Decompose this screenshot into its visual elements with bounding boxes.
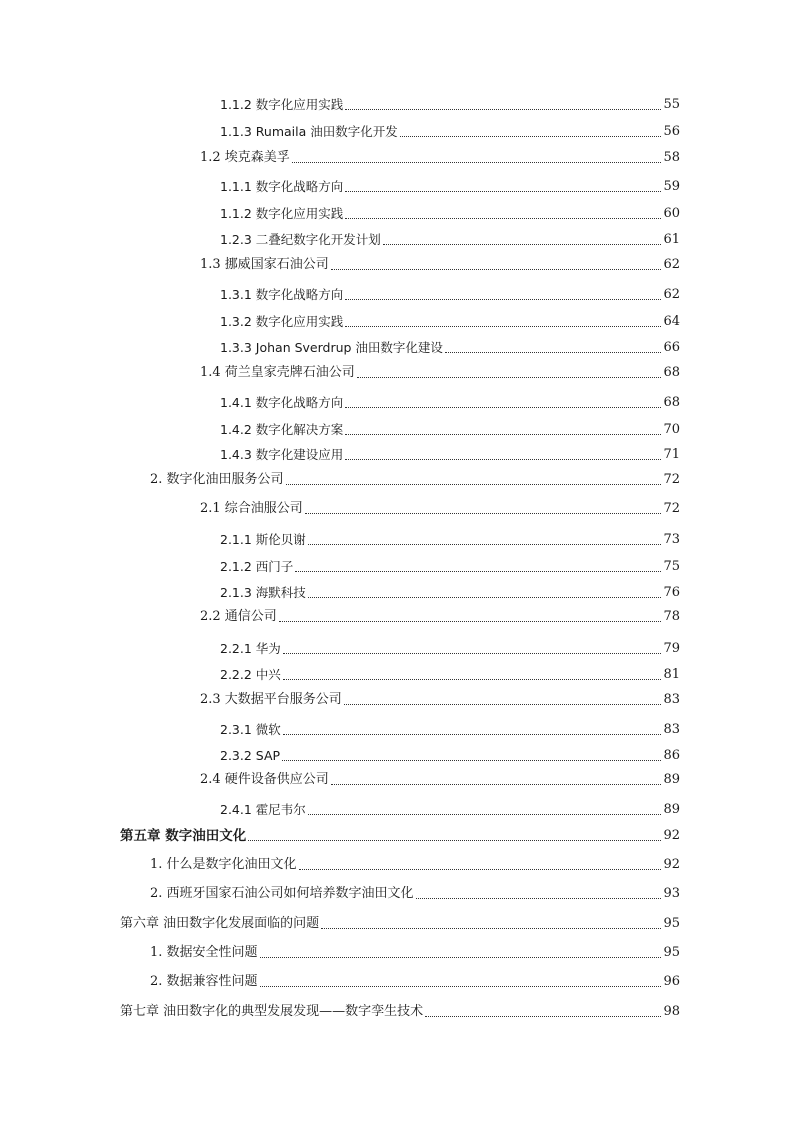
dot-leader (305, 503, 662, 514)
toc-entry (150, 853, 680, 873)
toc-entry-title: 1.3.1 数字化战略方向 (220, 287, 344, 302)
toc-entry-title: 1.2 埃克森美孚 (200, 150, 290, 165)
toc-entry (200, 768, 680, 788)
toc-entry-page-number: 95 (663, 945, 680, 960)
toc-entry (200, 253, 680, 273)
toc-entry-title: 2.3 大数据平台服务公司 (200, 692, 342, 707)
dot-leader (321, 918, 661, 929)
toc-entry (120, 1000, 680, 1020)
toc-entry-title: 2.4.1 霍尼韦尔 (220, 802, 306, 817)
dot-leader (357, 367, 662, 378)
dot-leader (283, 724, 662, 735)
toc-entry-page-number: 79 (663, 641, 680, 656)
dot-leader (400, 126, 662, 137)
dot-leader (345, 208, 661, 219)
toc-entry (150, 970, 680, 990)
dot-leader (331, 774, 662, 785)
toc-entry (220, 663, 680, 683)
toc-entry (200, 361, 680, 381)
toc-entry-page-number: 68 (663, 395, 680, 410)
dot-leader (260, 976, 662, 987)
toc-entry-page-number: 72 (663, 501, 680, 516)
toc-entry-title: 2. 数据兼容性问题 (150, 974, 258, 989)
toc-entry-title: 1.4.1 数字化战略方向 (220, 395, 344, 410)
toc-entry (220, 718, 680, 738)
toc-entry (220, 283, 680, 303)
toc-entry-page-number: 76 (663, 585, 680, 600)
toc-entry-page-number: 89 (663, 802, 680, 817)
toc-entry (220, 528, 680, 548)
toc-entry-title: 1.2.3 二叠纪数字化开发计划 (220, 232, 381, 247)
toc-entry-title: 2.1.1 斯伦贝谢 (220, 532, 306, 547)
toc-entry (220, 581, 680, 601)
toc-entry-page-number: 64 (663, 314, 680, 329)
toc-entry-title: 第七章 油田数字化的典型发展发现——数字孪生技术 (120, 1004, 424, 1019)
dot-leader (331, 259, 662, 270)
toc-entry-title: 2.1.2 西门子 (220, 559, 294, 574)
toc-entry-page-number: 71 (663, 447, 680, 462)
toc-entry (220, 744, 680, 764)
toc-entry (220, 120, 680, 140)
toc-entry (120, 912, 680, 932)
dot-leader (383, 234, 662, 245)
toc-entry-title: 1.1.3 Rumaila 油田数字化开发 (220, 124, 398, 139)
toc-entry-page-number: 72 (663, 472, 680, 487)
toc-entry-title: 第六章 油田数字化发展面临的问题 (120, 916, 320, 931)
dot-leader (282, 750, 661, 761)
toc-entry-title: 1.4.3 数字化建设应用 (220, 447, 344, 462)
toc-entry-title: 1.4.2 数字化解决方案 (220, 422, 344, 437)
dot-leader (345, 99, 661, 110)
dot-leader (345, 397, 661, 408)
toc-entry (150, 882, 680, 902)
toc-entry-page-number: 66 (663, 340, 680, 355)
dot-leader (345, 316, 661, 327)
toc-entry (220, 555, 680, 575)
dot-leader (286, 474, 662, 485)
toc-entry-page-number: 70 (663, 422, 680, 437)
toc-entry-title: 2.1 综合油服公司 (200, 501, 303, 516)
toc-entry-title: 2.2.2 中兴 (220, 667, 281, 682)
toc-entry-page-number: 86 (663, 748, 680, 763)
toc-entry-title: 2.2 通信公司 (200, 609, 277, 624)
dot-leader (425, 1006, 661, 1017)
toc-entry (220, 637, 680, 657)
toc-entry-page-number: 61 (663, 232, 680, 247)
toc-entry-page-number: 92 (663, 857, 680, 872)
toc-entry-title: 1.4 荷兰皇家壳牌石油公司 (200, 365, 355, 380)
toc-entry-title: 2. 数字化油田服务公司 (150, 472, 284, 487)
toc-entry-title: 1.3.2 数字化应用实践 (220, 314, 344, 329)
toc-entry (220, 93, 680, 113)
toc-entry-page-number: 73 (663, 532, 680, 547)
dot-leader (416, 888, 662, 899)
toc-entry-page-number: 55 (663, 97, 680, 112)
toc-entry-title: 1.1.2 数字化应用实践 (220, 206, 344, 221)
dot-leader (283, 643, 662, 654)
toc-entry-title: 2. 西班牙国家石油公司如何培养数字油田文化 (150, 886, 414, 901)
toc-entry-page-number: 68 (663, 365, 680, 380)
toc-entry-page-number: 62 (663, 257, 680, 272)
toc-entry (120, 824, 680, 844)
toc-entry-page-number: 59 (663, 179, 680, 194)
toc-entry-title: 2.3.1 微软 (220, 722, 281, 737)
toc-entry-page-number: 62 (663, 287, 680, 302)
toc-entry-page-number: 58 (663, 150, 680, 165)
toc-entry (220, 175, 680, 195)
toc-entry (220, 310, 680, 330)
toc-entry-title: 2.2.1 华为 (220, 641, 281, 656)
toc-entry (220, 798, 680, 818)
toc-entry-title: 1.3.3 Johan Sverdrup 油田数字化建设 (220, 340, 443, 355)
toc-entry (200, 497, 680, 517)
toc-entry-title: 1.3 挪威国家石油公司 (200, 257, 329, 272)
toc-entry-title: 1.1.2 数字化应用实践 (220, 97, 344, 112)
toc-entry-page-number: 60 (663, 206, 680, 221)
toc-entry-title: 2.3.2 SAP (220, 748, 281, 763)
toc-entry-title: 2.1.3 海默科技 (220, 585, 306, 600)
dot-leader (295, 561, 661, 572)
toc-entry-title: 1.1.1 数字化战略方向 (220, 179, 344, 194)
toc-entry-page-number: 95 (663, 916, 680, 931)
toc-entry-title: 2.4 硬件设备供应公司 (200, 772, 329, 787)
dot-leader (345, 424, 661, 435)
toc-entry (220, 418, 680, 438)
toc-entry (200, 605, 680, 625)
dot-leader (260, 947, 662, 958)
dot-leader (248, 830, 661, 841)
dot-leader (345, 181, 661, 192)
toc-entry-page-number: 75 (663, 559, 680, 574)
toc-entry-page-number: 78 (663, 609, 680, 624)
dot-leader (308, 534, 662, 545)
toc-entry (220, 228, 680, 248)
toc-entry (150, 468, 680, 488)
dot-leader (279, 611, 662, 622)
toc-entry-page-number: 83 (663, 692, 680, 707)
toc-entry-page-number: 81 (663, 667, 680, 682)
toc-entry (220, 443, 680, 463)
toc-entry-page-number: 89 (663, 772, 680, 787)
toc-entry-title: 1. 数据安全性问题 (150, 945, 258, 960)
dot-leader (283, 669, 662, 680)
toc-entry-title: 1. 什么是数字化油田文化 (150, 857, 297, 872)
toc-entry (200, 688, 680, 708)
dot-leader (308, 587, 662, 598)
toc-entry-page-number: 56 (663, 124, 680, 139)
dot-leader (299, 859, 662, 870)
toc-entry-page-number: 92 (663, 828, 680, 843)
toc-entry (220, 202, 680, 222)
dot-leader (308, 804, 662, 815)
toc-entry (200, 146, 680, 166)
dot-leader (345, 289, 661, 300)
dot-leader (344, 694, 662, 705)
toc-entry (220, 391, 680, 411)
dot-leader (292, 152, 662, 163)
toc-entry-title: 第五章 数字油田文化 (120, 828, 247, 844)
dot-leader (345, 449, 661, 460)
toc-entry-page-number: 83 (663, 722, 680, 737)
toc-entry-page-number: 93 (663, 886, 680, 901)
toc-entry-page-number: 96 (663, 974, 680, 989)
toc-entry (220, 336, 680, 356)
dot-leader (445, 342, 662, 353)
toc-entry-page-number: 98 (663, 1004, 680, 1019)
toc-entry (150, 941, 680, 961)
